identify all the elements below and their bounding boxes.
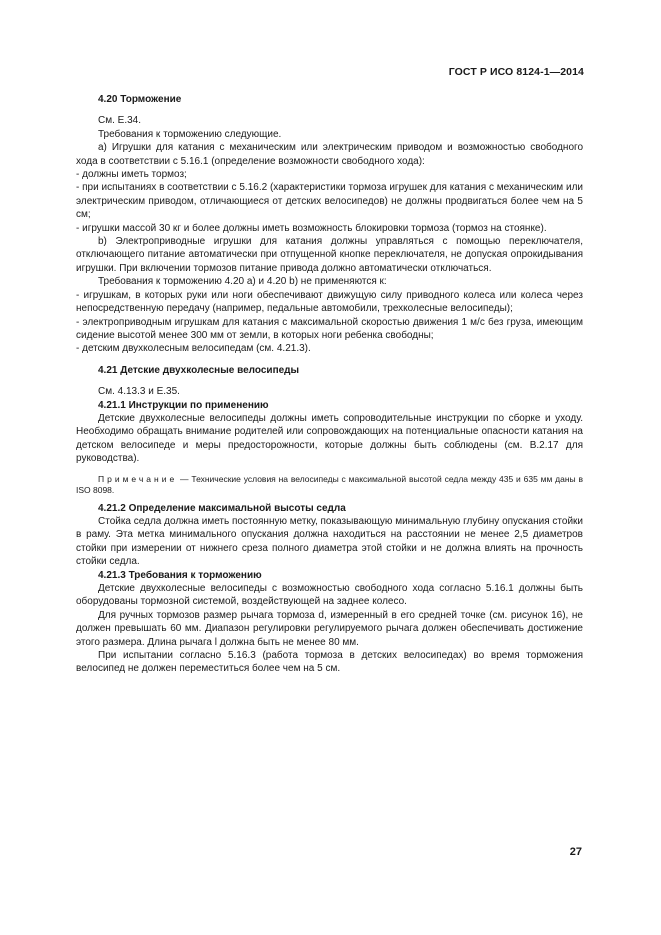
list-item: - электроприводным игрушкам для катания с максимальной скоростью движения 1 м/с без груза, имеющим сидение высотой менее 300 мм от земли, в которых ноги ребенка свободны;: [76, 316, 583, 341]
list-item: - должны иметь тормоз;: [76, 169, 187, 181]
section-title-4-21: 4.21 Детские двухколесные велосипеды: [98, 364, 300, 376]
paragraph: а) Игрушки для катания с механическим или электрическим приводом и возможностью свободного хода в соответствии с 5.16.1 (определение возможности свободного хода):: [76, 142, 583, 167]
paragraph: b) Электроприводные игрушки для катания должны управляться с помощью переключателя, отключающего питание автоматически при отпущенной кнопке переключателя, не допуская опрокидывания игрушки. При включении тормозов питание привода должно автоматически отключаться.: [76, 236, 583, 274]
section-title-4-20: 4.20 Торможение: [98, 94, 182, 105]
paragraph: См. Е.34.: [98, 115, 142, 127]
subsection-title-4-21-3: 4.21.3 Требования к торможению: [98, 569, 262, 581]
paragraph: Для ручных тормозов размер рычага тормоза d, измеренный в его средней точке (см. рисунок 16), не должен превышать 60 мм. Диапазон регулировки регулируемого рычага должен обеспечивать достижение этого размера. Длина рычага l должна быть не менее 80 мм.: [76, 609, 583, 648]
list-item: - игрушки массой 30 кг и более должны иметь возможность блокировки тормоза (тормоз на стоянке).: [76, 222, 547, 234]
paragraph: Детские двухколесные велосипеды должны иметь сопроводительные инструкции по сборке и уходу. Необходимо обращать внимание родителей или сопровождающих на потенциальные опасности катания на детском велосипеде и меры предосторожности, которые должны быть соблюдены (см. В.2.17 для руководства).: [76, 412, 583, 465]
list-item: - при испытаниях в соответствии с 5.16.2 (характеристики тормоза игрушек для катания с механическим или электрическим приводом, отличающиеся от детских велосипедов) не должны продвигаться более чем на 5 см;: [76, 182, 583, 221]
paragraph: Требования к торможению следующие.: [98, 128, 282, 140]
paragraph: Детские двухколесные велосипеды с возможностью свободного хода согласно 5.16.1 должны быть оборудованы тормозной системой, воздействующей на заднее колесо.: [76, 583, 583, 608]
page-number: 27: [569, 846, 582, 858]
paragraph: Требования к торможению 4.20 а) и 4.20 b) не применяются к:: [98, 276, 387, 288]
document-header: ГОСТ Р ИСО 8124-1—2014: [448, 66, 584, 78]
page-content: [76, 93, 583, 676]
subsection-title-4-21-1: 4.21.1 Инструкции по применению: [98, 399, 269, 411]
paragraph: Стойка седла должна иметь постоянную метку, показывающую минимальную глубину опускания стойки в раму. Эта метка минимального опускания должна находиться на расстоянии не менее 2,5 диаметров стойки при измерении от нижнего среза полного диаметра этой стойки и не должна влиять на прочность стойки седла.: [76, 515, 583, 568]
note: [76, 474, 583, 497]
paragraph: См. 4.13.3 и Е.35.: [98, 386, 180, 398]
note-label: Примечание: [98, 473, 178, 484]
subsection-title-4-21-2: 4.21.2 Определение максимальной высоты седла: [98, 502, 346, 514]
list-item: - игрушкам, в которых руки или ноги обеспечивают движущую силу приводного колеса или колеса через непосредственную передачу (например, педальные автомобили, трехколесные велосипеды);: [76, 289, 583, 315]
list-item: - детским двухколесным велосипедам (см. 4.21.3).: [76, 343, 311, 355]
paragraph: При испытании согласно 5.16.3 (работа тормоза в детских велосипедах) во время торможения велосипед не должен переместиться более чем на 5 см.: [76, 650, 583, 675]
note-text: — Технические условия на велосипеды с максимальной высотой седла между 435 и 635 мм даны в ISO 8098.: [76, 473, 583, 496]
